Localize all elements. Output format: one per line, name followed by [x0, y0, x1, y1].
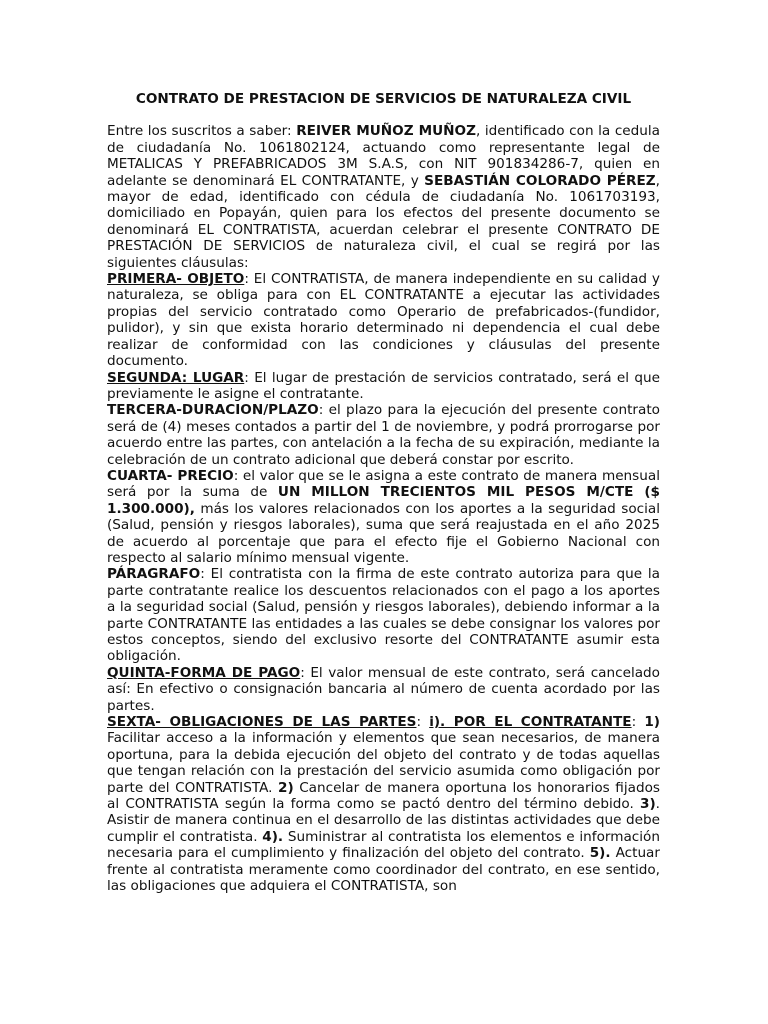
obligation-number-4: 4).: [262, 828, 284, 845]
obligation-text-4: Suministrar al contratista los elementos e información necesaria para el cumplimiento y finalización del objeto del contrato.: [107, 828, 660, 862]
clause-tercera-heading: TERCERA-DURACION/PLAZO: [107, 402, 319, 419]
clause-tercera: [107, 402, 660, 468]
obligation-number-5: 5).: [589, 845, 611, 862]
obligation-text-3: . Asistir de manera continua en el desarrollo de las distintas actividades que debe cumplir el contratista.: [107, 796, 660, 845]
obligation-text-5: Actuar frente al contratista meramente como coordinador del contrato, en ese sentido, las obligaciones que adquiera el CONTRATISTA, son: [107, 845, 660, 895]
clause-quinta-text: : El valor mensual de este contrato, será cancelado así: En efectivo o consignación bancaria al número de cuenta acordado por las partes.: [107, 664, 661, 714]
obligation-number-2: 2): [277, 779, 294, 796]
obligation-number-1: 1): [644, 714, 660, 731]
clause-cuarta-amount: UN MILLON TRECIENTOS MIL PESOS M/CTE ($ 1.300.000),: [107, 484, 661, 517]
clause-quinta-heading: QUINTA-FORMA DE PAGO: [107, 664, 301, 681]
clause-sexta: [107, 714, 660, 894]
intro-text-2: , identificado con la cedula de ciudadanía No. 1061802124, actuando como representante legal de METALICAS Y PREFABRICADOS 3M S.A.S, con NIT 901834286-7, quien en adelante se denominará EL CONTRATANTE, y: [107, 123, 661, 189]
clause-paragrafo-text: : El contratista con la firma de este contrato autoriza para que la parte contratante realice los descuentos relacionados con el pago a los aportes a la seguridad social (Salud, pensión y riesgos laborales), debiendo informar a la parte CONTRATANTE las entidades a las cuales se debe consignar los valores por estos conceptos, siendo del exclusivo resorte del CONTRATANTE asumir esta obligación.: [107, 566, 660, 665]
intro-paragraph: [107, 123, 660, 271]
clause-paragrafo-heading: PÁRAGRAFO: [107, 566, 201, 583]
clause-primera: [107, 271, 660, 369]
clause-primera-heading: PRIMERA- OBJETO: [107, 271, 245, 288]
clause-sexta-subheading: i). POR EL CONTRATANTE: [429, 714, 632, 731]
obligation-text-1: Facilitar acceso a la información y elementos que sean necesarios, de manera oportuna, para la debida ejecución del objeto del contrato y de todas aquellas que tengan relación con la prestación del servicio asumida como obligación por parte del CONTRATISTA.: [107, 730, 660, 796]
clause-primera-text: : El CONTRATISTA, de manera independiente en su calidad y naturaleza, se obliga para con EL CONTRATANTE a ejecutar las actividades propias del servicio contratado como Operario de prefabricados-(fundidor, pulidor), y sin que exista horario determinado ni dependencia el cual debe realizar de conformidad con las condiciones y cláusulas del presente documento.: [107, 271, 660, 370]
clause-segunda-text: : El lugar de prestación de servicios contratado, será el que previamente le asigne el contratante.: [107, 369, 660, 402]
clause-cuarta-heading: CUARTA- PRECIO: [107, 467, 234, 484]
intro-text-3: , mayor de edad, identificado con cédula de ciudadanía No. 1061703193, domiciliado en Popayán, quien para los efectos del presente documento se denominará EL CONTRATISTA, acuerdan celebrar el presente CONTRATO DE PRESTACIÓN DE SERVICIOS de naturaleza civil, el cual se regirá por las siguientes cláusulas:: [107, 172, 660, 271]
obligation-number-3: 3): [640, 796, 656, 813]
clause-cuarta-text-1: : el valor que se le asigna a este contrato de manera mensual será por la suma de: [107, 467, 660, 501]
contract-document: [107, 91, 660, 895]
clause-cuarta-text-2: más los valores relacionados con los aportes a la seguridad social (Salud, pensión y riesgos laborales), suma que será reajustada en el año 2025 de acuerdo al porcentaje que para el efecto fije el Gobierno Nacional con respecto al salario mínimo mensual vigente.: [107, 500, 660, 566]
clause-quinta: [107, 665, 660, 714]
contratante-name: REIVER MUÑOZ MUÑOZ: [296, 123, 476, 140]
obligation-text-2: Cancelar de manera oportuna los honorarios fijados al CONTRATISTA según la forma como se pactó dentro del término debido.: [107, 779, 660, 813]
clause-sexta-sep-1: :: [416, 714, 430, 731]
clause-sexta-sep-2: :: [631, 714, 645, 731]
clause-paragrafo: [107, 566, 660, 664]
clause-sexta-heading: SEXTA- OBLIGACIONES DE LAS PARTES: [107, 714, 417, 731]
contratista-name: SEBASTIÁN COLORADO PÉREZ: [424, 172, 656, 189]
intro-text-1: Entre los suscritos a saber:: [107, 123, 297, 140]
clause-tercera-text: : el plazo para la ejecución del presente contrato será de (4) meses contados a partir del 1 de noviembre, y podrá prorrogarse por acuerdo entre las partes, con antelación a la fecha de su expiración, mediante la celebración de un contrato adicional que deberá constar por escrito.: [107, 402, 660, 468]
clause-segunda-heading: SEGUNDA: LUGAR: [107, 369, 245, 386]
document-title: CONTRATO DE PRESTACION DE SERVICIOS DE NATURALEZA CIVIL: [135, 91, 632, 107]
clause-cuarta: [107, 468, 660, 566]
clause-segunda: [107, 370, 660, 403]
